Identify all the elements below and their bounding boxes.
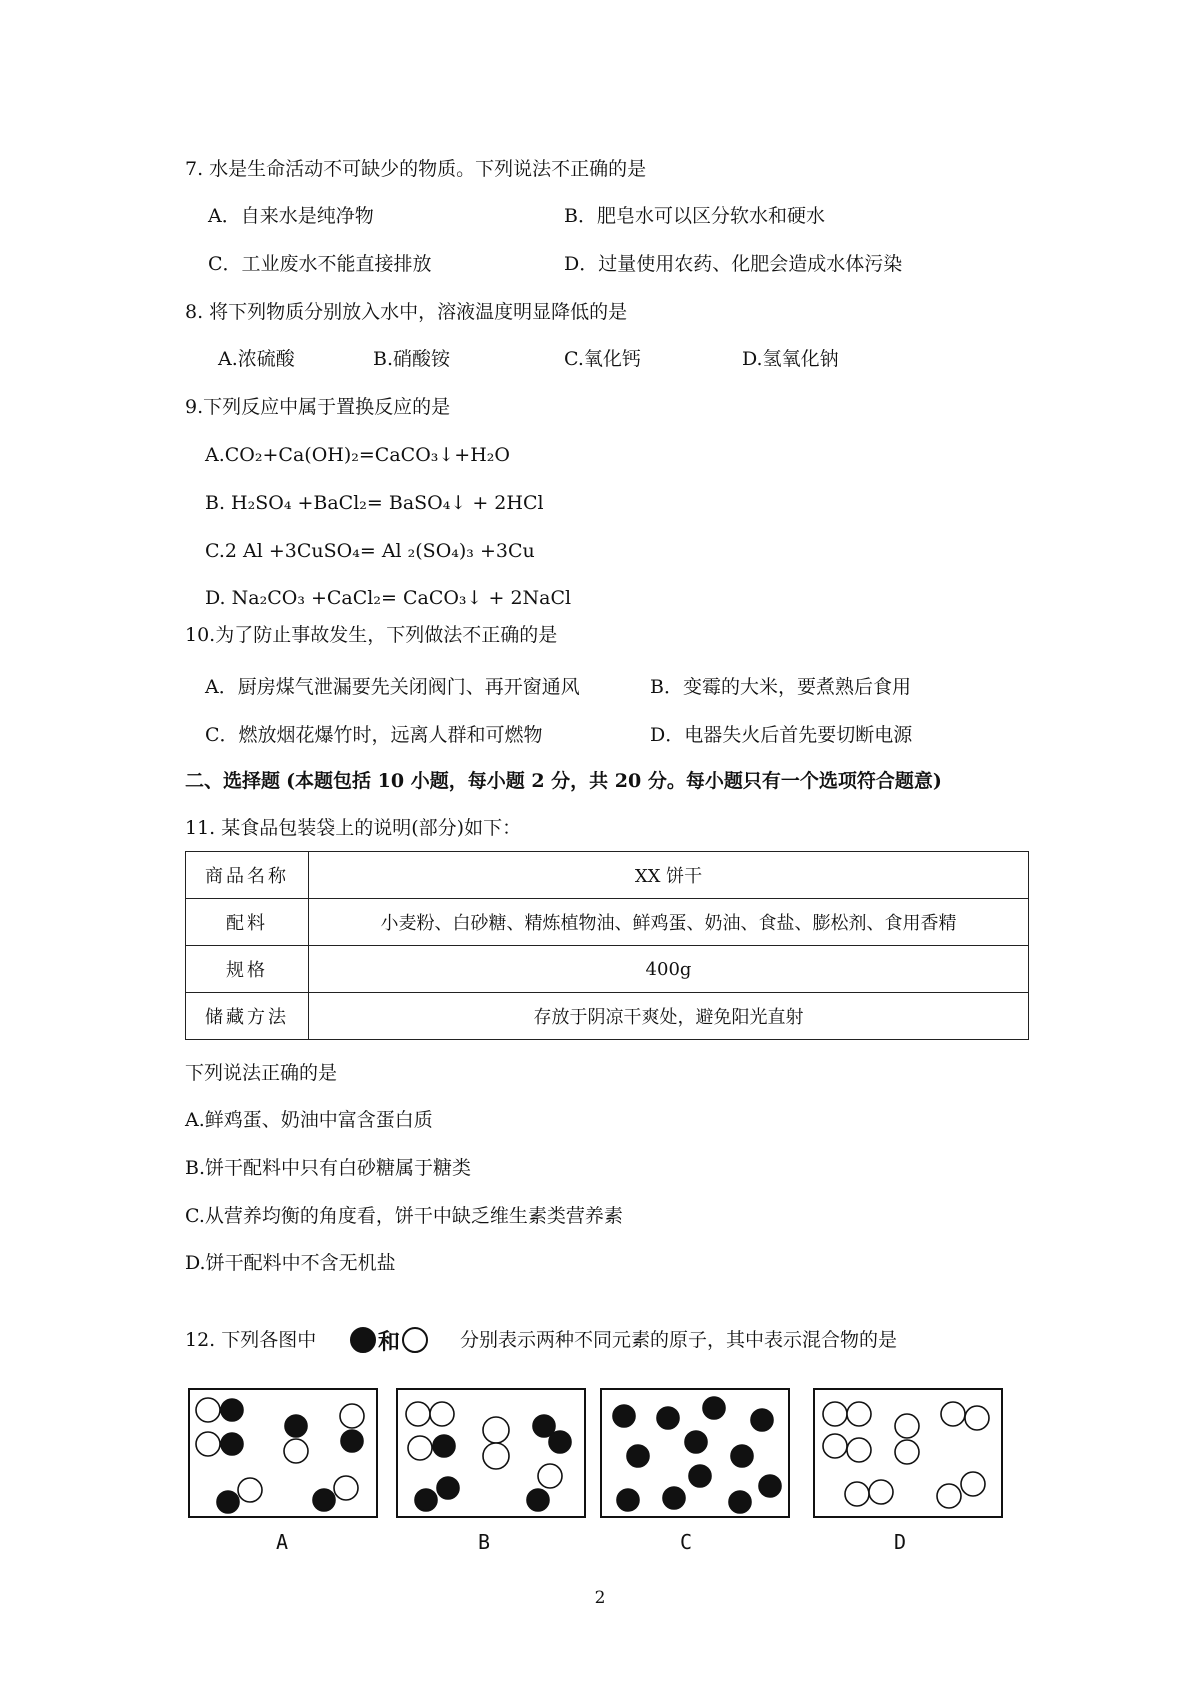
q8-option-b: B.硝酸铵 xyxy=(373,348,451,370)
q9-stem: 9.下列反应中属于置换反应的是 xyxy=(185,396,451,418)
diagram-box-c xyxy=(600,1388,790,1518)
molecule-diagram-c xyxy=(602,1390,788,1516)
table-key: 储藏方法 xyxy=(186,993,309,1040)
q9-option-c: C.2 Al +3CuSO₄= Al ₂(SO₄)₃ +3Cu xyxy=(205,540,535,562)
q10-option-d: D．电器失火后首先要切断电源 xyxy=(650,724,913,746)
q7-option-b: B．肥皂水可以区分软水和硬水 xyxy=(564,205,825,227)
table-value: 小麦粉、白砂糖、精炼植物油、鲜鸡蛋、奶油、食盐、膨松剂、食用香精 xyxy=(309,899,1029,946)
q11-prompt: 下列说法正确的是 xyxy=(185,1062,338,1084)
section-heading xyxy=(185,768,942,794)
q11-stem: 11. 某食品包装袋上的说明(部分)如下： xyxy=(185,817,522,839)
q8-stem: 8. 将下列物质分别放入水中，溶液温度明显降低的是 xyxy=(185,301,628,323)
q7-option-c: C．工业废水不能直接排放 xyxy=(208,253,432,275)
q7-option-a: A．自来水是纯净物 xyxy=(208,205,374,227)
table-row xyxy=(186,993,1029,1040)
q8-option-a: A.浓硫酸 xyxy=(218,348,295,370)
molecule-diagram-a xyxy=(190,1390,376,1516)
box-label-d: D xyxy=(894,1530,907,1554)
legend-and: 和 xyxy=(378,1328,401,1355)
q11-option-d: D.饼干配料中不含无机盐 xyxy=(185,1252,396,1274)
diagram-box-d xyxy=(813,1388,1003,1518)
q12-stem-pre: 12. 下列各图中 xyxy=(185,1329,317,1351)
table-key: 商品名称 xyxy=(186,852,309,899)
box-label-a: A xyxy=(276,1530,289,1554)
diagram-box-a xyxy=(188,1388,378,1518)
q11-option-c: C.从营养均衡的角度看，饼干中缺乏维生素类营养素 xyxy=(185,1205,623,1227)
q7-stem: 7. 水是生命活动不可缺少的物质。下列说法不正确的是 xyxy=(185,158,647,180)
box-label-b: B xyxy=(478,1530,491,1554)
q9-option-a: A.CO₂+Ca(OH)₂=CaCO₃↓+H₂O xyxy=(205,444,510,466)
filled-atom-icon xyxy=(350,1327,376,1353)
q11-option-b: B.饼干配料中只有白砂糖属于糖类 xyxy=(185,1157,472,1179)
molecule-diagram-b xyxy=(398,1390,584,1516)
page-number: 2 xyxy=(594,1588,606,1608)
table-value: XX 饼干 xyxy=(309,852,1029,899)
section-title: 二、选择题 xyxy=(185,770,281,792)
table-key: 规格 xyxy=(186,946,309,993)
table-row xyxy=(186,899,1029,946)
table-key: 配料 xyxy=(186,899,309,946)
section-note: (本题包括 10 小题，每小题 2 分，共 20 分。每小题只有一个选项符合题意) xyxy=(286,770,942,792)
table-row xyxy=(186,852,1029,899)
q9-option-b: B. H₂SO₄ +BaCl₂= BaSO₄↓ + 2HCl xyxy=(205,492,544,514)
food-spec-table xyxy=(185,851,1029,1040)
q9-option-d: D. Na₂CO₃ +CaCl₂= CaCO₃↓ + 2NaCl xyxy=(205,587,572,609)
q8-option-d: D.氢氧化钠 xyxy=(742,348,839,370)
table-row xyxy=(186,946,1029,993)
q10-option-c: C．燃放烟花爆竹时，远离人群和可燃物 xyxy=(205,724,543,746)
q12-stem-post: 分别表示两种不同元素的原子，其中表示混合物的是 xyxy=(460,1329,898,1351)
q10-option-a: A．厨房煤气泄漏要先关闭阀门、再开窗通风 xyxy=(205,676,580,698)
q8-option-c: C.氧化钙 xyxy=(564,348,641,370)
q10-option-b: B．变霉的大米，要煮熟后食用 xyxy=(650,676,911,698)
q7-option-d: D．过量使用农药、化肥会造成水体污染 xyxy=(564,253,903,275)
q10-stem: 10.为了防止事故发生，下列做法不正确的是 xyxy=(185,624,558,646)
table-value: 400g xyxy=(309,946,1029,993)
table-value: 存放于阴凉干爽处，避免阳光直射 xyxy=(309,993,1029,1040)
diagram-box-b xyxy=(396,1388,586,1518)
molecule-diagram-d xyxy=(815,1390,1001,1516)
box-label-c: C xyxy=(680,1530,693,1554)
q11-option-a: A.鲜鸡蛋、奶油中富含蛋白质 xyxy=(185,1109,433,1131)
hollow-atom-icon xyxy=(402,1327,428,1353)
atom-legend xyxy=(350,1322,428,1358)
